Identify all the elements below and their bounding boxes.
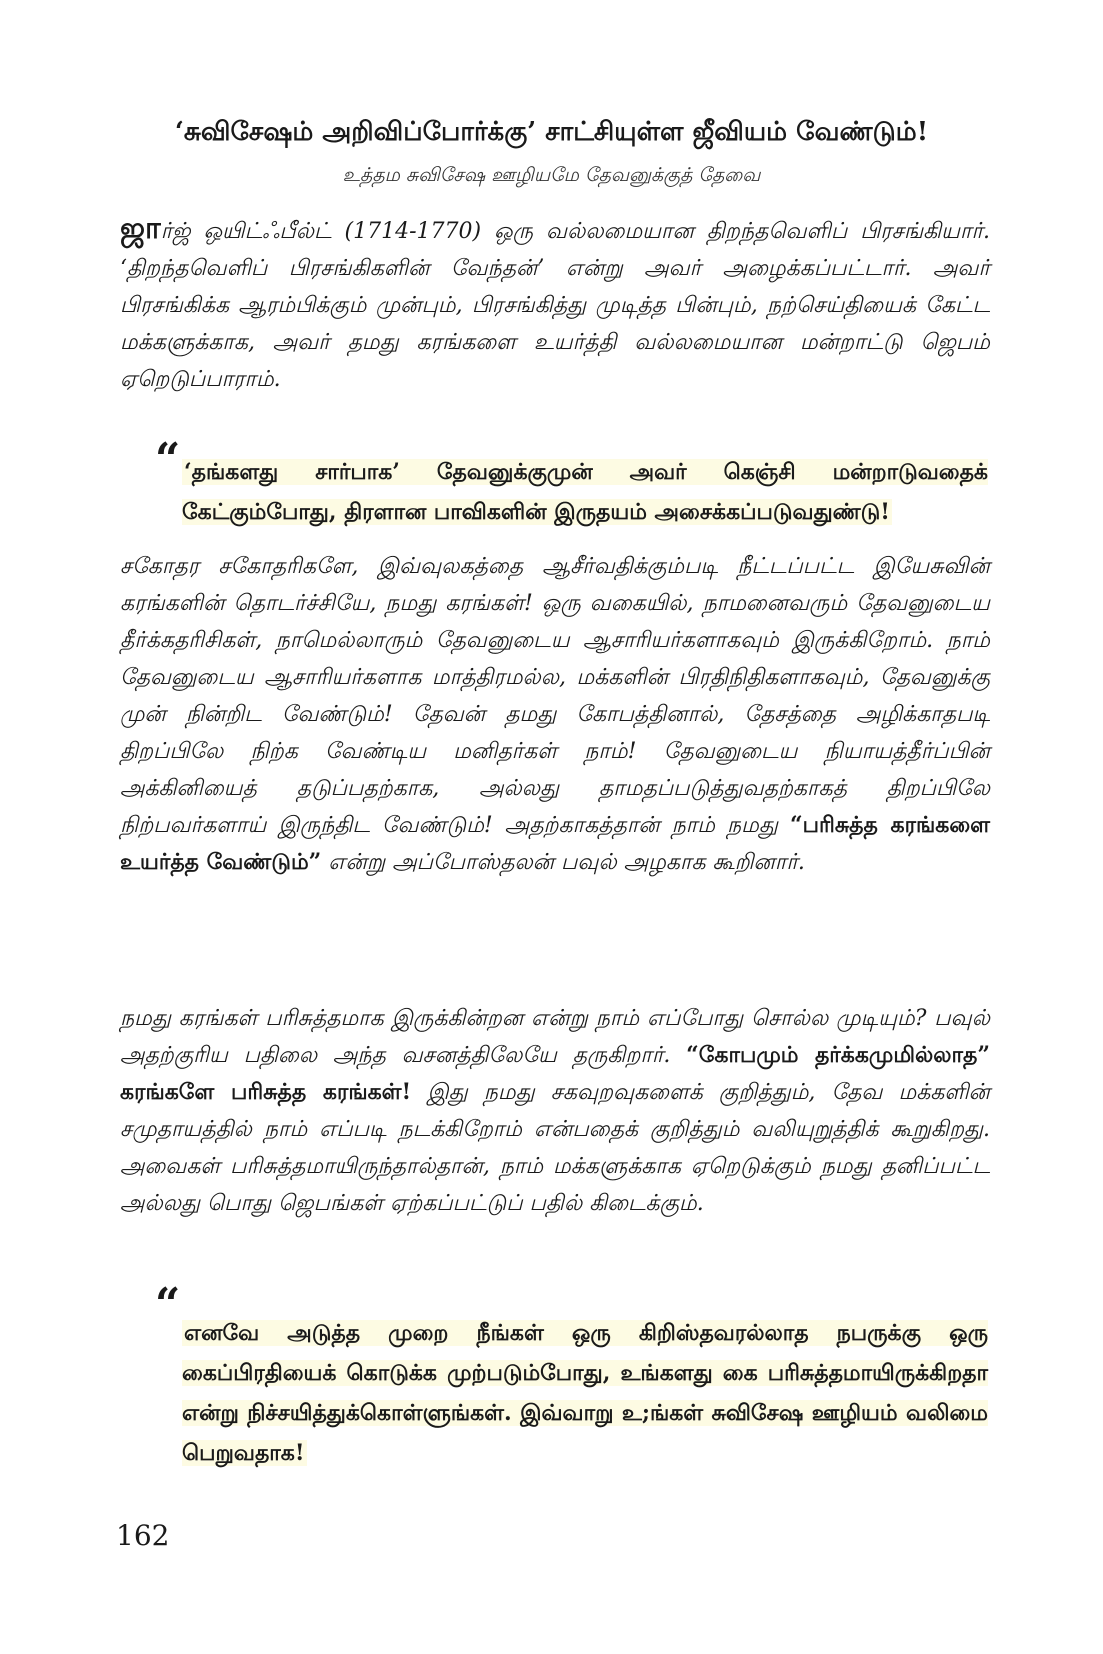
pull-quote-1 xyxy=(182,452,988,532)
paragraph-1-text: ர்ஜ் ஒயிட்ஃபீல்ட் (1714-1770) ஒரு வல்லமையான திறந்தவெளிப் பிரசங்கியார். ‘திறந்தவெளிப் பிரசங்கிகளின் வேந்தன்’ என்று அவர் அழைக்கப்பட்டார். அவர் பிரசங்கிக்க ஆரம்பிக்கும் முன்பும், பிரசங்கித்து முடித்த பின்பும், நற்செய்தியைக் கேட்ட மக்களுக்காக, அவர் தமது கரங்களை உயர்த்தி வல்லமையான மன்றாட்டு ஜெபம் ஏறெடுப்பாராம். xyxy=(120,219,990,392)
quote-mark-icon: “ xyxy=(155,1279,181,1330)
pull-quote-1-text: ‘தங்களது சார்பாக’ தேவனுக்குமுன் அவர் கெஞ்சி மன்றாடுவதைக் கேட்கும்போது, திரளான பாவிகளின் இருதயம் அசைக்கப்படுவதுண்டு! xyxy=(182,459,988,525)
paragraph-3-bold: “கோபமும் தர்க்கமுமில்லாத” கரங்களே பரிசுத்த கரங்கள்! xyxy=(120,1042,991,1105)
paragraph-3-text-a: நமது கரங்கள் பரிசுத்தமாக இருக்கின்றன என்று நாம் எப்போது சொல்ல முடியும்? பவுல் அதற்குரிய பதிலை அந்த வசனத்திலேயே தருகிறார். xyxy=(120,1006,990,1068)
paragraph-1 xyxy=(120,210,990,398)
page-title: ‘சுவிசேஷம் அறிவிப்போர்க்கு’ சாட்சியுள்ள ஜீவியம் வேண்டும்! xyxy=(174,117,929,147)
pull-quote-2 xyxy=(182,1313,988,1473)
drop-cap: ஜா xyxy=(120,211,161,246)
paragraph-2-text-b: என்று அப்போஸ்தலன் பவுல் அழகாக கூறினார். xyxy=(321,850,805,875)
paragraph-2 xyxy=(120,548,990,881)
paragraph-3 xyxy=(120,1000,990,1222)
paragraph-3-text-b: இது நமது சகவுறவுகளைக் குறித்தும், தேவ மக்களின் சமுதாயத்தில் நாம் எப்படி நடக்கிறோம் என்பதைக் குறித்தும் வலியுறுத்திக் கூறுகிறது. அவைகள் பரிசுத்தமாயிருந்தால்தான், நாம் மக்களுக்காக ஏறெடுக்கும் நமது தனிப்பட்ட அல்லது பொது ஜெபங்கள் ஏற்கப்பட்டுப் பதில் கிடைக்கும். xyxy=(120,1080,990,1216)
paragraph-2-bold: “பரிசுத்த கரங்களை உயர்த்த வேண்டும்” xyxy=(120,812,990,875)
quote-mark-icon: “ xyxy=(155,434,181,485)
pull-quote-2-text: எனவே அடுத்த முறை நீங்கள் ஒரு கிறிஸ்தவரல்லாத நபருக்கு ஒரு கைப்பிரதியைக் கொடுக்க முற்படும்போது, உங்களது கை பரிசுத்தமாயிருக்கிறதா என்று நிச்சயித்துக்கொள்ளுங்கள். இவ்வாறு உ;ங்கள் சுவிசேஷ ஊழியம் வலிமை பெறுவதாக! xyxy=(182,1320,988,1466)
paragraph-2-text-a: சகோதர சகோதரிகளே, இவ்வுலகத்தை ஆசீர்வதிக்கும்படி நீட்டப்பட்ட இயேசுவின் கரங்களின் தொடர்ச்சியே, நமது கரங்கள்! ஒரு வகையில், நாமனைவரும் தேவனுடைய தீர்க்கதரிசிகள், நாமெல்லாரும் தேவனுடைய ஆசாரியர்களாகவும் இருக்கிறோம். நாம் தேவனுடைய ஆசாரியர்களாக மாத்திரமல்ல, மக்களின் பிரதிநிதிகளாகவும், தேவனுக்கு முன் நின்றிட வேண்டும்! தேவன் தமது கோபத்தினால், தேசத்தை அழிக்காதபடி திறப்பிலே நிற்க வேண்டிய மனிதர்கள் நாம்! தேவனுடைய நியாயத்தீர்ப்பின் அக்கினியைத் தடுப்பதற்காக, அல்லது தாமதப்படுத்துவதற்காகத் திறப்பிலே நிற்பவர்களாய் இருந்திட வேண்டும்! அதற்காகத்தான் நாம் நமது xyxy=(120,554,990,838)
page-number: 162 xyxy=(116,1519,170,1552)
page-subtitle: உத்தம சுவிசேஷ ஊழியமே தேவனுக்குத் தேவை xyxy=(342,164,761,186)
